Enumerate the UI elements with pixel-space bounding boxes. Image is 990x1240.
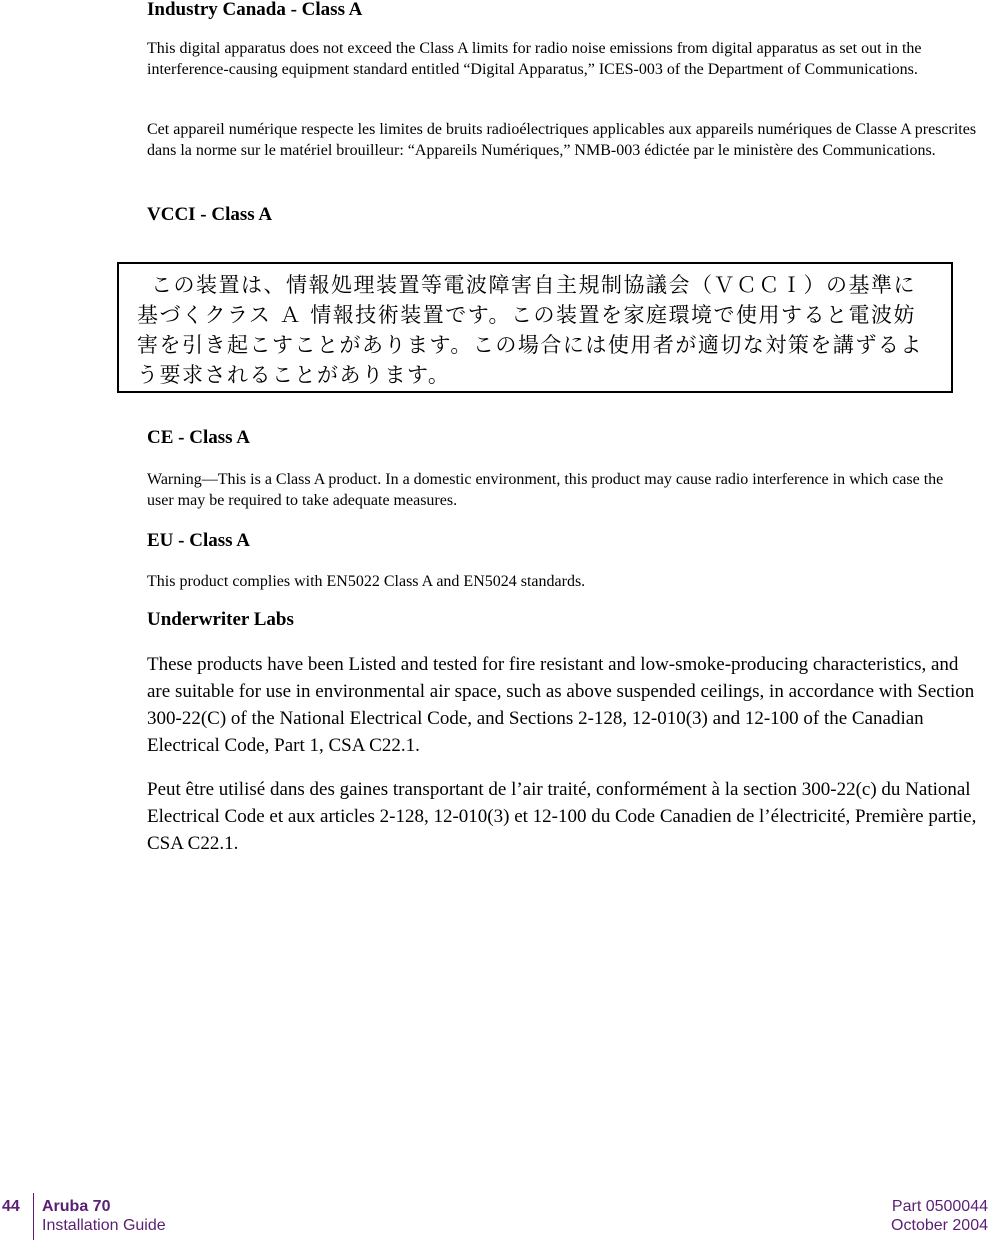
paragraph-ce-warning: Warning—This is a Class A product. In a domestic environment, this product may cause radio interference in which case the user may be required to take adequate measures.: [147, 471, 944, 509]
paragraph-ul-english: These products have been Listed and tested for fire resistant and low-smoke-producing characteristics, and are suitable for use in environmental air space, such as above suspended ceilings, in accordance with Section 300-22(C) of the National Electrical Code, and Sections 2-128, 12-010(3) and 12-100 of the Canadian Electrical Code, Part 1, CSA C22.1.: [147, 654, 975, 756]
heading-industry-canada: Industry Canada - Class A: [147, 0, 363, 20]
heading-vcci: VCCI - Class A: [147, 204, 273, 225]
vcci-japanese-notice: この装置は、情報処理装置等電波障害自主規制協議会（ＶＣＣＩ）の基準に基づくクラス Ａ 情報技術装置です。この装置を家庭環境で使用すると電波妨害を引き起こすことがあります。この場合には使用者が適切な対策を講ずるよう要求されることがあります。: [117, 262, 953, 393]
page-number: 44: [2, 1198, 20, 1215]
paragraph-canada-french: Cet appareil numérique respecte les limites de bruits radioélectriques applicables aux appareils numériques de Classe A prescrites dans la norme sur le matériel brouilleur: “Appareils Numériques,” NMB-003 édictée par le ministère des Communications.: [147, 121, 977, 159]
footer-product: Aruba 70: [42, 1198, 111, 1215]
footer-part-number: Part 0500044: [891, 1198, 988, 1215]
paragraph-eu: This product complies with EN5022 Class A and EN5024 standards.: [147, 573, 586, 590]
footer-divider: [33, 1193, 34, 1240]
footer-date: October 2004: [891, 1217, 988, 1234]
heading-ce: CE - Class A: [147, 427, 250, 448]
paragraph-canada-english: This digital apparatus does not exceed the Class A limits for radio noise emissions from digital apparatus as set out in the interference-causing equipment standard entitled “Digital Apparatus,” ICES-003 of the Department of Communications.: [147, 40, 922, 78]
footer-guide-title: Installation Guide: [42, 1217, 166, 1234]
heading-eu: EU - Class A: [147, 530, 250, 551]
heading-underwriter-labs: Underwriter Labs: [147, 609, 294, 630]
paragraph-ul-french: Peut être utilisé dans des gaines transportant de l’air traité, conformément à la section 300-22(c) du National Electrical Code et aux articles 2-128, 12-010(3) et 12-100 du Code Canadien de l’électricité, Première partie, CSA C22.1.: [147, 779, 977, 854]
